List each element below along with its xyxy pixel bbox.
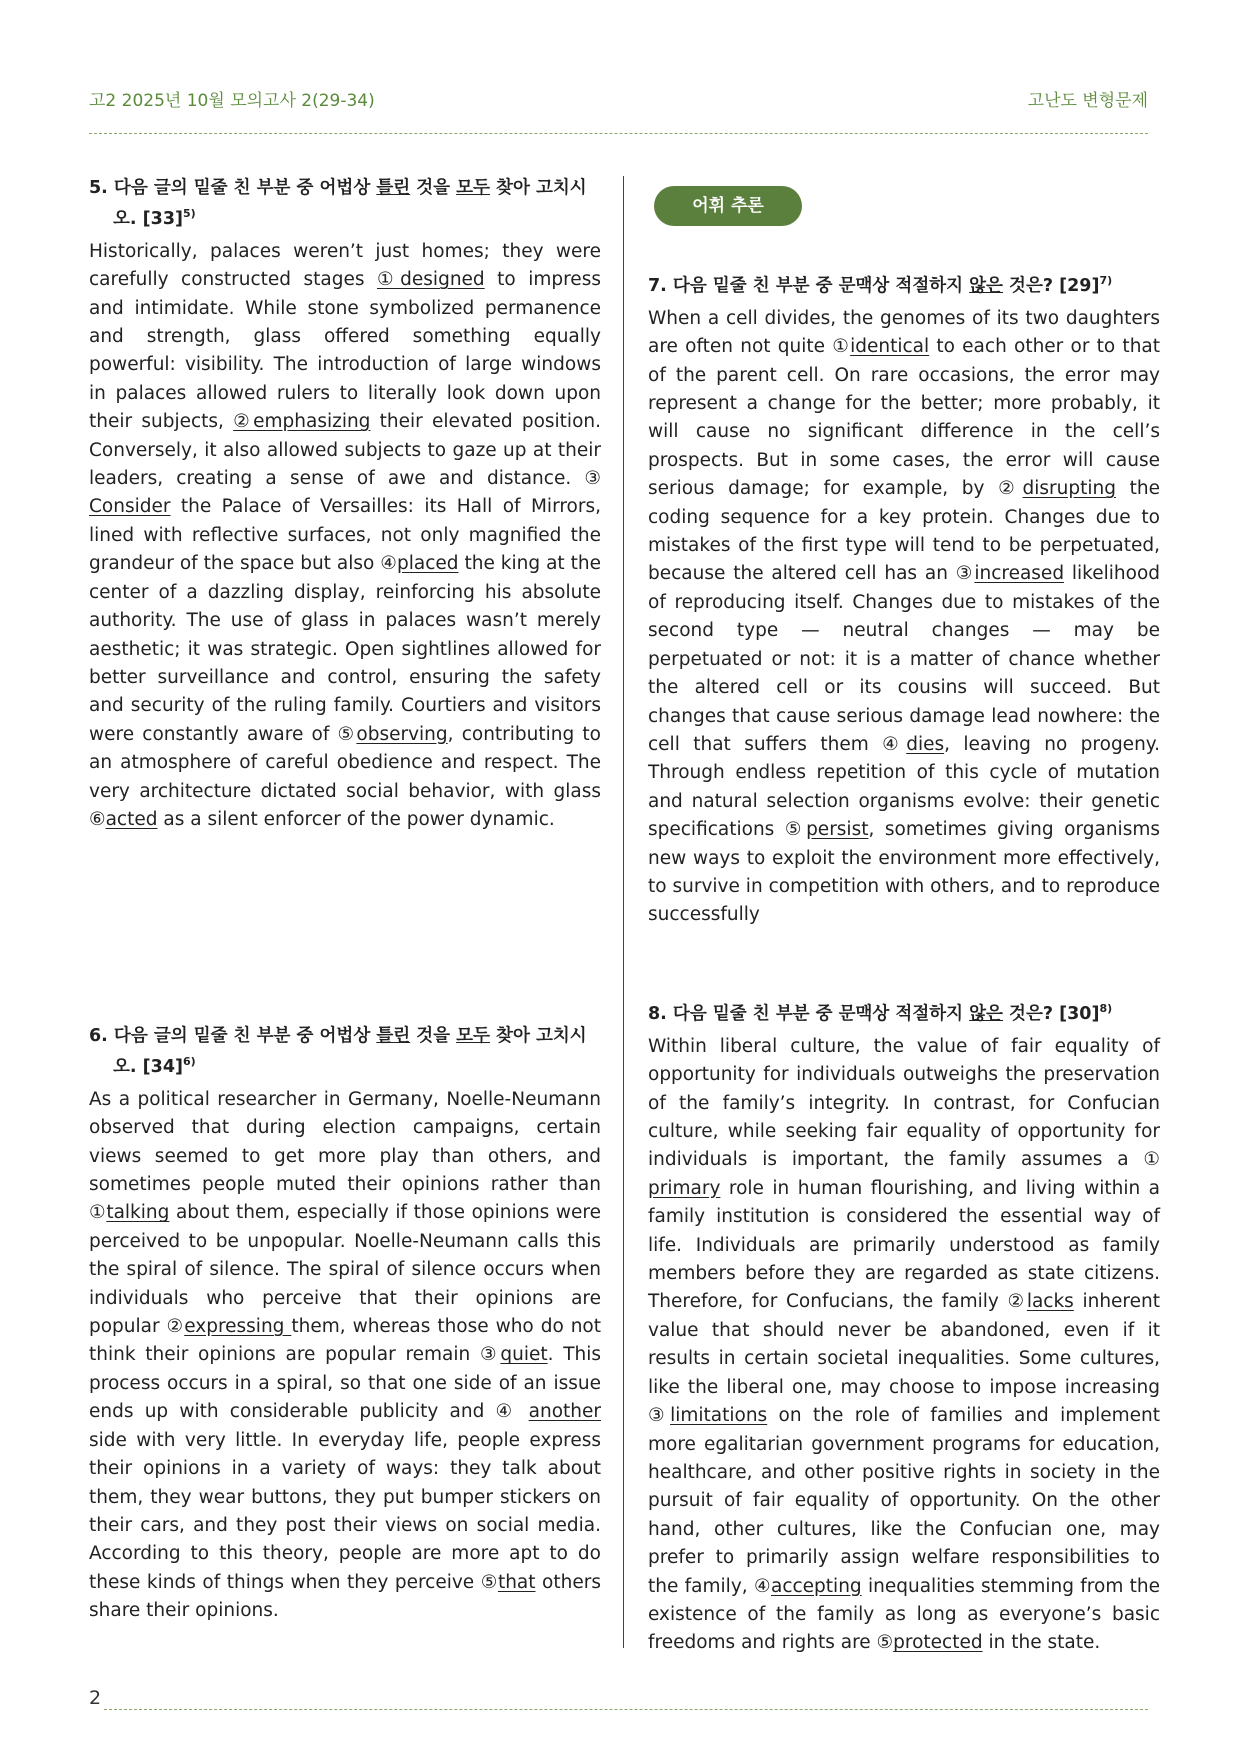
text-span: in the state. <box>982 1632 1101 1654</box>
underlined-term: limitations <box>670 1405 768 1427</box>
underlined-term: accepting <box>771 1575 862 1597</box>
text-span: . This process occurs in a spiral, so that one side of an issue ends up with considerable publicity and ④ <box>89 1344 601 1423</box>
header-title: 고2 2025년 10월 모의고사 2(29-34) <box>89 91 375 111</box>
text-span: inequalities stemming from the existence of the family as long as everyone’s basic freedoms and rights are ⑤ <box>648 1575 1161 1654</box>
text-span: 것을 <box>410 1026 457 1046</box>
text-span: side with very little. In everyday life, people express their opinions in a variety of ways: they talk about them, they wear buttons, they put bumper stickers on their cars, and they post their views on social media. According to this theory, people are more apt to do these kinds of things when they perceive ⑤ <box>89 1429 601 1593</box>
underlined-term: 않은 <box>969 275 1003 296</box>
text-span: 8) <box>1099 1002 1113 1015</box>
text-span: 5) <box>183 207 196 220</box>
underlined-term: 모두 <box>456 1026 490 1046</box>
text-span: Historically, palaces weren’t just homes; they were carefully constructed stages <box>89 240 601 291</box>
underlined-term: another <box>528 1401 601 1423</box>
question-5 <box>89 176 601 834</box>
page-number: 2 <box>89 1687 102 1709</box>
text-span: Within liberal culture, the value of fair equality of opportunity for individuals outweighs the preservation of the family’s integrity. In contrast, for Confucian culture, while seeking fair equality of opportunity for individuals is important, the family assumes a ① <box>648 1035 1160 1171</box>
question-5-title <box>89 176 601 232</box>
text-span: 찾아 고치시오. [34] <box>113 1026 587 1077</box>
question-6-title <box>89 1024 601 1080</box>
text-span: 6. <box>89 1026 114 1046</box>
underlined-term: 틀린 <box>376 178 411 198</box>
question-8-title <box>648 996 1160 1027</box>
text-span: 찾아 고치시오. [33] <box>113 178 587 229</box>
column-divider <box>623 176 624 1648</box>
footer-divider <box>104 1709 1148 1710</box>
underlined-term: protected <box>893 1632 983 1654</box>
text-span: to each other or to that of the parent cell. On rare occasions, the error may represent a change for the better; more probably, it will cause no significant difference in the cell’s prospects. But in some cases, the error will cause serious damage; for example, by ② <box>648 336 1161 500</box>
underlined-term: increased <box>974 563 1065 585</box>
question-7-title <box>648 268 1160 299</box>
underlined-term: talking <box>106 1202 170 1224</box>
text-span: the king at the center of a dazzling display, reinforcing his absolute authority. The use of glass in palaces wasn’t merely aesthetic; it was strategic. Open sightlines allowed for better surveillance and control, ensuring the safety and security of the ruling family. Courtiers and visitors were constantly aware of ⑤ <box>89 553 602 745</box>
text-span: 다음 글의 밑줄 친 부분 중 어법상 <box>113 1026 377 1046</box>
text-span: 7. <box>648 275 673 296</box>
text-span: the Palace of Versailles: its Hall of Mirrors, lined with reflective surfaces, not only magnified the grandeur of the space but also ④ <box>89 496 601 575</box>
text-span: others share their opinions. <box>89 1571 601 1622</box>
underlined-term: quiet <box>500 1344 548 1366</box>
text-span: as a silent enforcer of the power dynamic. <box>157 808 555 830</box>
text-span: As a political researcher in Germany, Noelle‐Neumann observed that during election campaigns, certain views seemed to get more play than others, and sometimes people muted their opinions rather than ① <box>89 1088 601 1224</box>
underlined-term: expressing <box>184 1316 292 1338</box>
underlined-term: ①designed <box>376 269 485 291</box>
text-span: likelihood of reproducing itself. Changes due to mistakes of the second type — neutral changes — may be perpetuated or not: it is a matter of chance whether the altered cell or its cousins will succeed. But changes that cause serious damage lead nowhere: the cell that suffers them ④ <box>648 563 1161 755</box>
underlined-term: 모두 <box>456 178 490 198</box>
question-7 <box>648 268 1160 930</box>
text-span: the coding sequence for a key protein. Changes due to mistakes of the first type will tend to be perpetuated, because the altered cell has an ③ <box>648 478 1160 585</box>
question-6 <box>89 1024 601 1626</box>
text-span: on the role of families and implement more egalitarian government programs for education, healthcare, and other positive rights in society in the pursuit of fair equality of opportunity. On the other hand, other cultures, like the Confucian one, may prefer to primarily assign welfare responsibilities to the family, ④ <box>648 1405 1160 1597</box>
text-span: to impress and intimidate. While stone symbolized permanence and strength, glass offered something equally powerful: visibility. The introduction of large windows in palaces allowed rulers to literally look down upon their subjects, <box>89 269 601 433</box>
text-span: about them, especially if those opinions were perceived to be unpopular. Noelle‐Neumann calls this the spiral of silence. The spiral of silence occurs when individuals who perceive that their opinions are popular ② <box>89 1202 602 1338</box>
text-span: , leaving no progeny. Through endless repetition of this cycle of mutation and natural selection organisms evolve: their genetic specifications ⑤ <box>648 733 1160 841</box>
text-span: 것은? [30] <box>1002 1003 1100 1024</box>
underlined-term: 틀린 <box>376 1026 411 1046</box>
underlined-term: identical <box>850 336 930 358</box>
underlined-term: primary <box>648 1177 721 1199</box>
text-span: their elevated position. Conversely, it also allowed subjects to gaze up at their leaders, creating a sense of awe and distance. ③ <box>89 411 601 490</box>
underlined-term: observing <box>356 723 448 745</box>
text-span: role in human flourishing, and living within a family institution is considered the essential way of life. Individuals are primarily understood as family members before they are regarded as state citizens. Therefore, for Confucians, the family ② <box>648 1177 1160 1313</box>
text-span: them, whereas those who do not think their opinions are popular remain ③ <box>89 1316 601 1366</box>
question-8-passage <box>648 1033 1160 1658</box>
underlined-term: ②emphasizing <box>233 411 371 433</box>
text-span: 5. <box>89 178 114 198</box>
underlined-term: lacks <box>1026 1291 1074 1313</box>
text-span: 다음 밑줄 친 부분 중 문맥상 적절하지 <box>672 1003 970 1024</box>
question-6-passage <box>89 1086 601 1626</box>
section-badge: 어휘 추론 <box>654 186 802 226</box>
question-7-passage <box>648 305 1160 930</box>
text-span: 다음 글의 밑줄 친 부분 중 어법상 <box>113 178 377 198</box>
underlined-term: Consider <box>89 496 171 518</box>
text-span: 것을 <box>410 178 457 198</box>
text-span: 다음 밑줄 친 부분 중 문맥상 적절하지 <box>672 275 970 296</box>
underlined-term: that <box>497 1571 536 1593</box>
question-8 <box>648 996 1160 1658</box>
text-span: inherent value that should never be abandoned, even if it results in certain societal inequalities. Some cultures, like the liberal one, may choose to impose increasing ③ <box>648 1291 1160 1427</box>
underlined-term: persist <box>806 819 869 841</box>
text-span: , contributing to an atmosphere of careful obedience and respect. The very architecture dictated social behavior, with glass ⑥ <box>89 723 601 830</box>
text-span: , sometimes giving organisms new ways to exploit the environment more effectively, to survive in competition with others, and to reproduce successfully <box>648 819 1160 926</box>
underlined-term: disrupting <box>1022 478 1116 500</box>
text-span: 것은? [29] <box>1002 275 1100 296</box>
text-span: 6) <box>183 1055 196 1068</box>
header-subtitle: 고난도 변형문제 <box>1027 91 1148 111</box>
text-span: When a cell divides, the genomes of its two daughters are often not quite ① <box>648 307 1160 358</box>
text-span: 8. <box>648 1003 673 1024</box>
underlined-term: 않은 <box>969 1003 1003 1024</box>
header-divider <box>89 133 1148 134</box>
text-span: 7) <box>1099 274 1113 287</box>
underlined-term: dies <box>906 733 945 755</box>
question-5-passage <box>89 238 601 835</box>
underlined-term: placed <box>396 553 459 575</box>
underlined-term: acted <box>105 808 158 830</box>
